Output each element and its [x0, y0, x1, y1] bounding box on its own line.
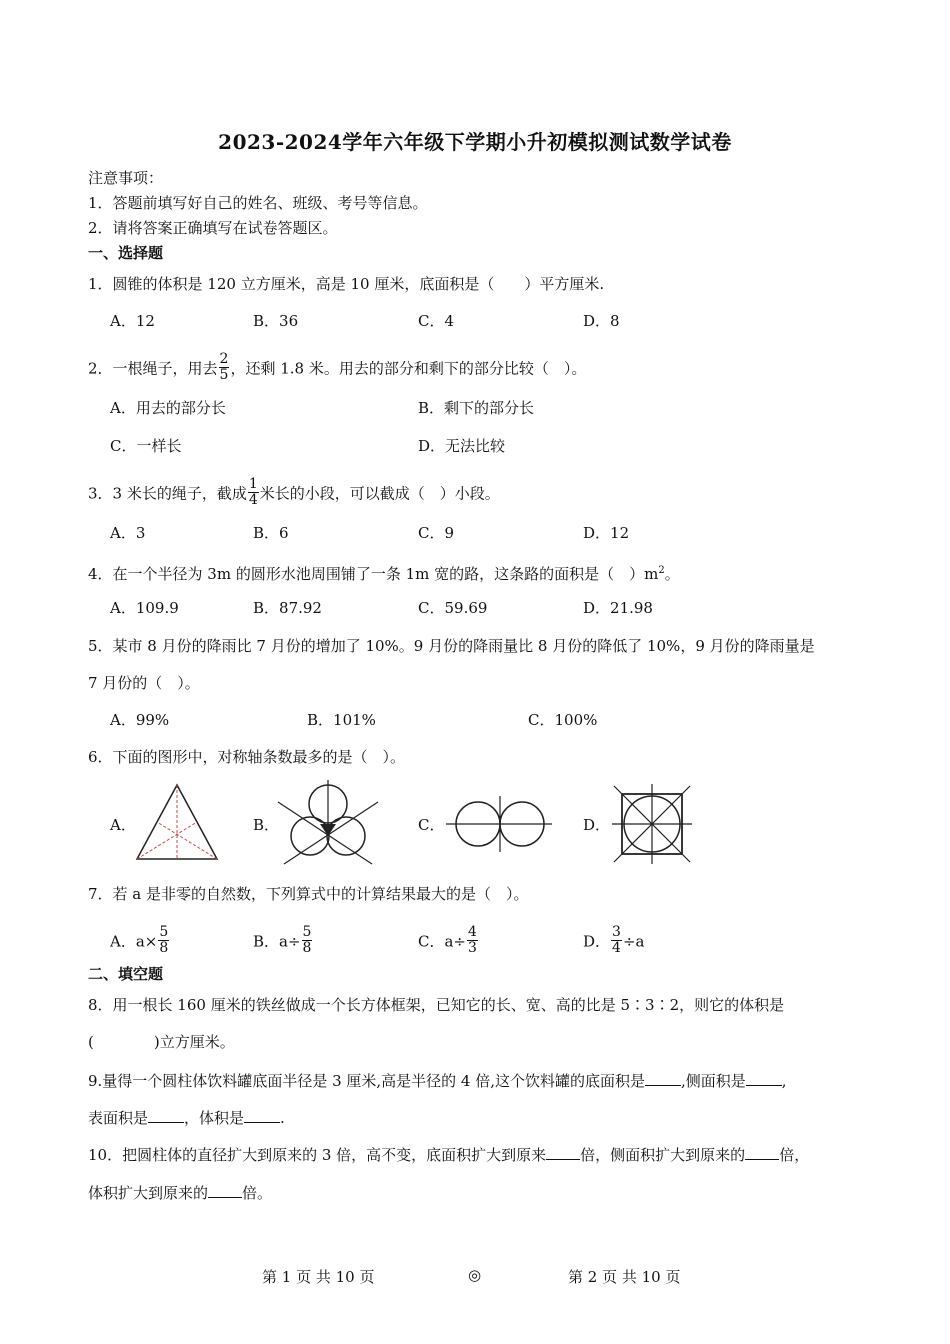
footer-separator: ◎	[468, 1266, 482, 1284]
question-2	[88, 351, 587, 385]
question-8-line-1: 8．用一根长 160 厘米的铁丝做成一个长方体框架，已知它的长、宽、高的比是 5∶3∶2，则它的体积是	[88, 996, 785, 1014]
q9-text-6: .	[280, 1109, 285, 1127]
q3-option-c: C．9	[418, 524, 455, 542]
q10-text-2: 倍，侧面积扩大到原来的	[580, 1146, 746, 1164]
q7-d-denominator: 4	[612, 940, 621, 956]
q2-post: ，还剩 1.8 米。用去的部分和剩下的部分比较（ ）。	[230, 359, 587, 378]
q7-c-fraction	[467, 925, 478, 956]
q4-tail: 。	[664, 565, 680, 583]
q10-text-5: 倍。	[242, 1184, 273, 1202]
q7-c-numerator: 4	[468, 924, 477, 940]
q1-option-b: B．36	[253, 312, 299, 330]
q7-option-a	[110, 924, 170, 958]
q10-text-1: 10．把圆柱体的直径扩大到原来的 3 倍，高不变，底面积扩大到原来	[88, 1146, 547, 1164]
note-item-2: 2．请将答案正确填写在试卷答题区。	[88, 219, 338, 237]
q9-text-3: ,	[781, 1072, 787, 1090]
question-9-line-1	[88, 1071, 787, 1091]
q6-option-d: D．	[583, 816, 611, 834]
q6-option-c: C．	[418, 816, 445, 834]
q9-blank-1[interactable]	[645, 1071, 681, 1086]
q1-option-a: A．12	[110, 312, 155, 330]
q7-a-text: A．a×	[110, 932, 158, 951]
square-circle-figure	[612, 784, 692, 864]
q3-pre: 3．3 米长的绳子，截成	[88, 484, 247, 503]
q7-a-fraction	[158, 925, 169, 956]
q6-option-b: B．	[253, 816, 280, 834]
note-item-1: 1．答题前填写好自己的姓名、班级、考号等信息。	[88, 194, 428, 212]
q10-blank-2[interactable]	[745, 1145, 779, 1160]
q5-option-a: A．99%	[110, 711, 170, 729]
question-10-line-1	[88, 1145, 809, 1165]
q7-c-text: C．a÷	[418, 932, 466, 951]
q2-option-b: B．剩下的部分长	[418, 399, 535, 417]
question-6: 6．下面的图形中，对称轴条数最多的是（ ）。	[88, 748, 406, 766]
q4-text: 4．在一个半径为 3m 的圆形水池周围铺了一条 1m 宽的路，这条路的面积是（ ）m	[88, 565, 659, 583]
q7-d-tail: ÷a	[622, 932, 645, 951]
q4-option-b: B．87.92	[253, 599, 322, 617]
footer-page-left: 第 1 页 共 10 页	[262, 1268, 375, 1286]
q10-text-4: 体积扩大到原来的	[88, 1184, 209, 1202]
q4-option-c: C．59.69	[418, 599, 488, 617]
q2-numerator: 2	[219, 351, 229, 367]
q4-option-a: A．109.9	[110, 599, 179, 617]
q7-d-numerator: 3	[612, 924, 621, 940]
two-circles-figure	[446, 796, 552, 854]
q7-a-denominator: 8	[159, 940, 169, 956]
q7-b-fraction	[302, 925, 313, 956]
q9-blank-3[interactable]	[148, 1108, 184, 1123]
q7-d-fraction	[611, 925, 622, 956]
q9-text-2: ,侧面积是	[681, 1072, 746, 1090]
q5-option-c: C．100%	[528, 711, 598, 729]
q2-denominator: 5	[219, 367, 229, 383]
q3-fraction	[248, 477, 259, 508]
q3-option-b: B．6	[253, 524, 289, 542]
q1-option-d: D．8	[583, 312, 620, 330]
question-5-line-2: 7 月份的（ ）。	[88, 674, 200, 692]
q7-c-denominator: 3	[468, 940, 477, 956]
question-10-line-2	[88, 1183, 272, 1203]
q9-text-1: 9.量得一个圆柱体饮料罐底面半径是 3 厘米,高是半径的 4 倍,这个饮料罐的底面积是	[88, 1072, 646, 1090]
q7-option-d	[583, 924, 645, 958]
q7-option-c	[418, 924, 479, 958]
notes-heading: 注意事项：	[88, 169, 164, 187]
q2-pre: 2．一根绳子，用去	[88, 359, 218, 378]
section-heading-choice: 一、选择题	[88, 244, 164, 262]
q10-blank-3[interactable]	[208, 1183, 242, 1198]
q7-option-b	[253, 924, 313, 958]
q7-d-text: D．	[583, 932, 611, 951]
q9-blank-2[interactable]	[746, 1071, 782, 1086]
triangle-figure	[133, 782, 221, 862]
q3-denominator: 4	[248, 492, 258, 508]
q2-option-d: D．无法比较	[418, 437, 506, 455]
q4-superscript: 2	[658, 565, 665, 576]
page-title: 2023-2024学年六年级下学期小升初模拟测试数学试卷	[218, 130, 732, 154]
question-4	[88, 561, 680, 584]
q7-a-numerator: 5	[159, 924, 169, 940]
question-8-line-2: ( )立方厘米。	[88, 1033, 235, 1051]
question-9-line-2	[88, 1108, 285, 1128]
footer-page-right: 第 2 页 共 10 页	[568, 1268, 681, 1286]
question-1: 1．圆锥的体积是 120 立方厘米，高是 10 厘米，底面积是（ ）平方厘米.	[88, 275, 605, 293]
question-7: 7．若 a 是非零的自然数，下列算式中的计算结果最大的是（ ）。	[88, 885, 529, 903]
q9-text-4: 表面积是	[88, 1109, 149, 1127]
question-5-line-1: 5．某市 8 月份的降雨比 7 月份的增加了 10%。9 月份的降雨量比 8 月份的降低了 10%，9 月份的降雨量是	[88, 637, 815, 655]
q2-fraction	[219, 352, 230, 383]
q10-blank-1[interactable]	[546, 1145, 580, 1160]
q3-option-d: D．12	[583, 524, 630, 542]
q3-numerator: 1	[248, 476, 258, 492]
q7-b-numerator: 5	[302, 924, 312, 940]
q9-text-5: ，体积是	[184, 1109, 245, 1127]
three-circles-figure	[276, 778, 380, 870]
q6-option-a: A．	[110, 816, 136, 834]
q7-b-text: B．a÷	[253, 932, 301, 951]
q4-option-d: D．21.98	[583, 599, 653, 617]
section-heading-fill: 二、填空题	[88, 965, 164, 983]
q9-blank-4[interactable]	[244, 1108, 280, 1123]
q5-option-b: B．101%	[307, 711, 376, 729]
q3-post: 米长的小段，可以截成（ ）小段。	[259, 484, 500, 503]
q7-b-denominator: 8	[302, 940, 312, 956]
q2-option-a: A．用去的部分长	[110, 399, 226, 417]
q10-text-3: 倍，	[779, 1146, 810, 1164]
q1-option-c: C．4	[418, 312, 455, 330]
q2-option-c: C．一样长	[110, 437, 182, 455]
question-3	[88, 476, 500, 510]
q3-option-a: A．3	[110, 524, 146, 542]
